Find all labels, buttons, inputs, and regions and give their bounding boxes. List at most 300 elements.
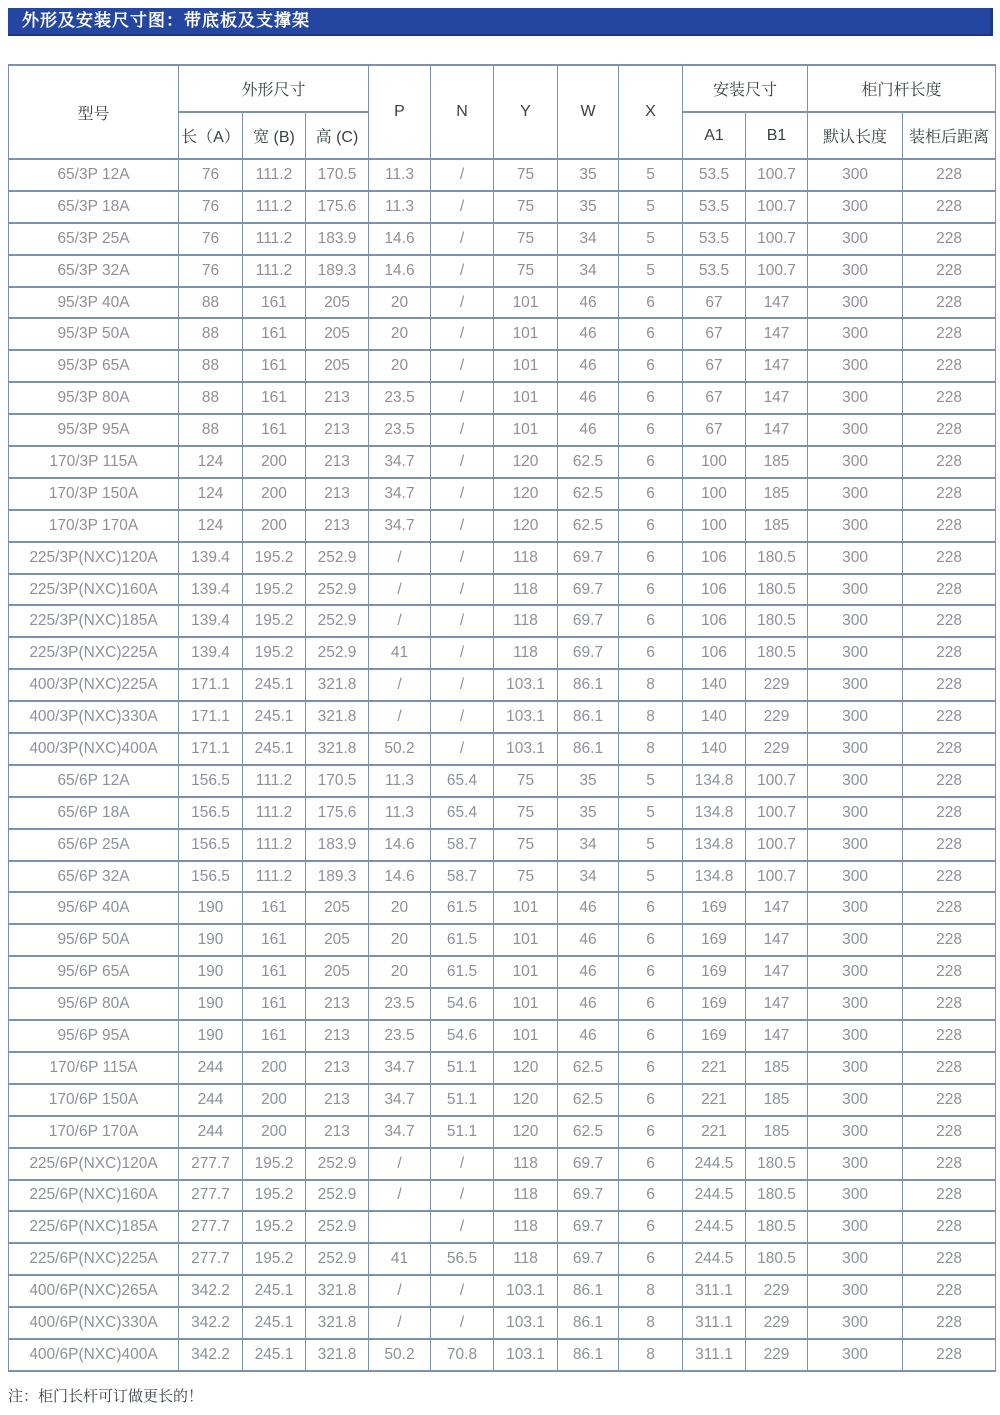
value-cell: 11.3 bbox=[369, 191, 431, 223]
table-row bbox=[9, 988, 996, 1020]
table-row bbox=[9, 1211, 996, 1243]
value-cell: 8 bbox=[619, 669, 683, 701]
value-cell: 76 bbox=[179, 255, 243, 287]
value-cell: / bbox=[431, 1148, 494, 1180]
value-cell: 156.5 bbox=[179, 765, 243, 797]
value-cell: 51.1 bbox=[431, 1116, 494, 1148]
value-cell: / bbox=[431, 159, 494, 191]
value-cell: 300 bbox=[808, 861, 903, 893]
value-cell: 58.7 bbox=[431, 829, 494, 861]
value-cell: 229 bbox=[746, 1339, 808, 1371]
value-cell: 300 bbox=[808, 605, 903, 637]
value-cell: 245.1 bbox=[243, 733, 306, 765]
value-cell: 300 bbox=[808, 414, 903, 446]
value-cell: 300 bbox=[808, 765, 903, 797]
value-cell: 8 bbox=[619, 1339, 683, 1371]
value-cell: 300 bbox=[808, 574, 903, 606]
value-cell: 205 bbox=[306, 924, 369, 956]
model-cell: 400/6P(NXC)330A bbox=[9, 1307, 179, 1339]
table-row bbox=[9, 669, 996, 701]
value-cell: 139.4 bbox=[179, 637, 243, 669]
value-cell: 23.5 bbox=[369, 414, 431, 446]
table-row bbox=[9, 765, 996, 797]
model-cell: 65/6P 25A bbox=[9, 829, 179, 861]
value-cell: 300 bbox=[808, 255, 903, 287]
model-cell: 65/3P 32A bbox=[9, 255, 179, 287]
col-header-y: Y bbox=[494, 65, 558, 159]
value-cell: 321.8 bbox=[306, 733, 369, 765]
value-cell: / bbox=[369, 1275, 431, 1307]
value-cell: 213 bbox=[306, 478, 369, 510]
value-cell: 213 bbox=[306, 510, 369, 542]
table-row bbox=[9, 1084, 996, 1116]
value-cell: 171.1 bbox=[179, 669, 243, 701]
value-cell: 170.5 bbox=[306, 765, 369, 797]
value-cell: 228 bbox=[903, 510, 996, 542]
value-cell: 6 bbox=[619, 287, 683, 319]
value-cell: 118 bbox=[494, 542, 558, 574]
value-cell: 311.1 bbox=[683, 1307, 746, 1339]
value-cell: 34 bbox=[558, 255, 619, 287]
value-cell: 300 bbox=[808, 637, 903, 669]
value-cell: 200 bbox=[243, 1116, 306, 1148]
model-cell: 65/3P 18A bbox=[9, 191, 179, 223]
value-cell: 169 bbox=[683, 892, 746, 924]
value-cell: 147 bbox=[746, 1020, 808, 1052]
value-cell: 103.1 bbox=[494, 733, 558, 765]
value-cell: 171.1 bbox=[179, 733, 243, 765]
value-cell: 300 bbox=[808, 956, 903, 988]
table-row bbox=[9, 637, 996, 669]
value-cell: 61.5 bbox=[431, 924, 494, 956]
value-cell: 54.6 bbox=[431, 988, 494, 1020]
value-cell: 139.4 bbox=[179, 574, 243, 606]
model-cell: 225/6P(NXC)185A bbox=[9, 1211, 179, 1243]
model-cell: 400/3P(NXC)330A bbox=[9, 701, 179, 733]
value-cell: 228 bbox=[903, 988, 996, 1020]
value-cell: 67 bbox=[683, 414, 746, 446]
value-cell: 195.2 bbox=[243, 574, 306, 606]
value-cell: 277.7 bbox=[179, 1180, 243, 1212]
value-cell: 169 bbox=[683, 1020, 746, 1052]
table-row bbox=[9, 892, 996, 924]
col-header-a1: A1 bbox=[683, 112, 746, 159]
value-cell: 300 bbox=[808, 382, 903, 414]
value-cell: 65.4 bbox=[431, 765, 494, 797]
value-cell: 185 bbox=[746, 478, 808, 510]
value-cell: 8 bbox=[619, 1307, 683, 1339]
value-cell: 101 bbox=[494, 956, 558, 988]
value-cell: 67 bbox=[683, 318, 746, 350]
value-cell: 6 bbox=[619, 956, 683, 988]
value-cell: 244 bbox=[179, 1084, 243, 1116]
value-cell: 245.1 bbox=[243, 701, 306, 733]
value-cell: 46 bbox=[558, 892, 619, 924]
value-cell: 300 bbox=[808, 924, 903, 956]
value-cell: 11.3 bbox=[369, 159, 431, 191]
value-cell: 134.8 bbox=[683, 861, 746, 893]
value-cell: 69.7 bbox=[558, 637, 619, 669]
value-cell: / bbox=[431, 637, 494, 669]
col-header-default-length: 默认长度 bbox=[808, 112, 903, 159]
value-cell: 213 bbox=[306, 414, 369, 446]
value-cell: / bbox=[431, 287, 494, 319]
value-cell: 213 bbox=[306, 1084, 369, 1116]
value-cell: 228 bbox=[903, 542, 996, 574]
table-row bbox=[9, 797, 996, 829]
value-cell: 34.7 bbox=[369, 446, 431, 478]
value-cell: 300 bbox=[808, 287, 903, 319]
value-cell: 100.7 bbox=[746, 861, 808, 893]
value-cell: 161 bbox=[243, 350, 306, 382]
value-cell: 120 bbox=[494, 1084, 558, 1116]
value-cell: 69.7 bbox=[558, 542, 619, 574]
value-cell: 46 bbox=[558, 924, 619, 956]
value-cell: 229 bbox=[746, 1275, 808, 1307]
value-cell: 229 bbox=[746, 669, 808, 701]
value-cell: 200 bbox=[243, 1052, 306, 1084]
value-cell: 245.1 bbox=[243, 1307, 306, 1339]
value-cell: 75 bbox=[494, 829, 558, 861]
value-cell: 228 bbox=[903, 318, 996, 350]
value-cell: 228 bbox=[903, 1339, 996, 1371]
table-row bbox=[9, 924, 996, 956]
value-cell: 111.2 bbox=[243, 191, 306, 223]
value-cell: / bbox=[431, 223, 494, 255]
value-cell: 53.5 bbox=[683, 159, 746, 191]
value-cell: 5 bbox=[619, 797, 683, 829]
value-cell: 120 bbox=[494, 1052, 558, 1084]
value-cell: 58.7 bbox=[431, 861, 494, 893]
model-cell: 225/3P(NXC)120A bbox=[9, 542, 179, 574]
value-cell: 147 bbox=[746, 287, 808, 319]
value-cell: 118 bbox=[494, 1180, 558, 1212]
value-cell: 75 bbox=[494, 765, 558, 797]
table-row bbox=[9, 574, 996, 606]
value-cell: 321.8 bbox=[306, 1275, 369, 1307]
value-cell: 34 bbox=[558, 223, 619, 255]
value-cell: 321.8 bbox=[306, 1307, 369, 1339]
value-cell: 101 bbox=[494, 988, 558, 1020]
value-cell: 213 bbox=[306, 1052, 369, 1084]
value-cell: 106 bbox=[683, 637, 746, 669]
value-cell: 6 bbox=[619, 542, 683, 574]
col-group-outline-dimensions: 外形尺寸 bbox=[179, 65, 369, 112]
value-cell: 228 bbox=[903, 733, 996, 765]
col-header-height-c: 高 (C) bbox=[306, 112, 369, 159]
value-cell: 75 bbox=[494, 861, 558, 893]
value-cell: 111.2 bbox=[243, 797, 306, 829]
value-cell: 101 bbox=[494, 382, 558, 414]
value-cell: 100.7 bbox=[746, 797, 808, 829]
footnote: 注：柜门长杆可订做更长的！ bbox=[8, 1388, 204, 1405]
value-cell: 228 bbox=[903, 159, 996, 191]
value-cell: 228 bbox=[903, 350, 996, 382]
value-cell: 35 bbox=[558, 159, 619, 191]
value-cell: 34.7 bbox=[369, 1052, 431, 1084]
value-cell: 75 bbox=[494, 797, 558, 829]
value-cell: 6 bbox=[619, 350, 683, 382]
table-row bbox=[9, 1339, 996, 1371]
value-cell: 300 bbox=[808, 191, 903, 223]
value-cell: 101 bbox=[494, 414, 558, 446]
value-cell: 300 bbox=[808, 701, 903, 733]
model-cell: 225/6P(NXC)225A bbox=[9, 1243, 179, 1275]
table-row bbox=[9, 829, 996, 861]
value-cell: 124 bbox=[179, 478, 243, 510]
value-cell: 120 bbox=[494, 1116, 558, 1148]
value-cell: 228 bbox=[903, 637, 996, 669]
value-cell: 180.5 bbox=[746, 574, 808, 606]
model-cell: 225/3P(NXC)160A bbox=[9, 574, 179, 606]
value-cell: 76 bbox=[179, 159, 243, 191]
spec-table-body bbox=[9, 159, 996, 1371]
value-cell: 61.5 bbox=[431, 956, 494, 988]
value-cell: 245.1 bbox=[243, 1339, 306, 1371]
value-cell: 180.5 bbox=[746, 542, 808, 574]
value-cell bbox=[369, 1211, 431, 1243]
value-cell: 86.1 bbox=[558, 1307, 619, 1339]
value-cell: / bbox=[431, 701, 494, 733]
col-group-install-dimensions: 安装尺寸 bbox=[683, 65, 808, 112]
value-cell: / bbox=[431, 669, 494, 701]
value-cell: 300 bbox=[808, 1116, 903, 1148]
value-cell: 213 bbox=[306, 988, 369, 1020]
value-cell: 67 bbox=[683, 287, 746, 319]
value-cell: 23.5 bbox=[369, 382, 431, 414]
value-cell: 185 bbox=[746, 1084, 808, 1116]
value-cell: 34 bbox=[558, 861, 619, 893]
value-cell: 228 bbox=[903, 255, 996, 287]
table-row bbox=[9, 1243, 996, 1275]
value-cell: 311.1 bbox=[683, 1275, 746, 1307]
value-cell: 169 bbox=[683, 988, 746, 1020]
value-cell: 189.3 bbox=[306, 861, 369, 893]
value-cell: 62.5 bbox=[558, 510, 619, 542]
value-cell: 300 bbox=[808, 1211, 903, 1243]
value-cell: 67 bbox=[683, 382, 746, 414]
value-cell: / bbox=[431, 733, 494, 765]
value-cell: 62.5 bbox=[558, 1116, 619, 1148]
value-cell: / bbox=[431, 574, 494, 606]
value-cell: 228 bbox=[903, 1020, 996, 1052]
value-cell: 86.1 bbox=[558, 733, 619, 765]
value-cell: 106 bbox=[683, 605, 746, 637]
value-cell: 205 bbox=[306, 287, 369, 319]
value-cell: 245.1 bbox=[243, 1275, 306, 1307]
value-cell: 14.6 bbox=[369, 223, 431, 255]
value-cell: 70.8 bbox=[431, 1339, 494, 1371]
value-cell: 300 bbox=[808, 1148, 903, 1180]
value-cell: 100.7 bbox=[746, 829, 808, 861]
value-cell: 6 bbox=[619, 1116, 683, 1148]
value-cell: 228 bbox=[903, 382, 996, 414]
table-row bbox=[9, 861, 996, 893]
model-cell: 225/6P(NXC)160A bbox=[9, 1180, 179, 1212]
value-cell: 321.8 bbox=[306, 1339, 369, 1371]
model-cell: 95/6P 50A bbox=[9, 924, 179, 956]
col-header-model: 型号 bbox=[9, 65, 179, 159]
section-title-banner bbox=[8, 8, 993, 36]
value-cell: 180.5 bbox=[746, 637, 808, 669]
value-cell: 300 bbox=[808, 1052, 903, 1084]
model-cell: 95/6P 65A bbox=[9, 956, 179, 988]
value-cell: 139.4 bbox=[179, 542, 243, 574]
value-cell: 228 bbox=[903, 892, 996, 924]
value-cell: 175.6 bbox=[306, 191, 369, 223]
value-cell: 175.6 bbox=[306, 797, 369, 829]
value-cell: 321.8 bbox=[306, 701, 369, 733]
value-cell: 205 bbox=[306, 318, 369, 350]
value-cell: 6 bbox=[619, 1084, 683, 1116]
col-group-door-rod-length: 柜门杆长度 bbox=[808, 65, 996, 112]
value-cell: 86.1 bbox=[558, 1275, 619, 1307]
value-cell: 213 bbox=[306, 382, 369, 414]
value-cell: 228 bbox=[903, 287, 996, 319]
value-cell: 46 bbox=[558, 956, 619, 988]
model-cell: 95/6P 40A bbox=[9, 892, 179, 924]
section-title: 外形及安装尺寸图：带底板及支撑架 bbox=[22, 11, 310, 30]
value-cell: 34.7 bbox=[369, 1084, 431, 1116]
table-row bbox=[9, 1052, 996, 1084]
value-cell: 23.5 bbox=[369, 1020, 431, 1052]
value-cell: 161 bbox=[243, 318, 306, 350]
value-cell: 229 bbox=[746, 1307, 808, 1339]
col-header-w: W bbox=[558, 65, 619, 159]
value-cell: 180.5 bbox=[746, 1180, 808, 1212]
value-cell: 300 bbox=[808, 159, 903, 191]
value-cell: 228 bbox=[903, 669, 996, 701]
table-row bbox=[9, 287, 996, 319]
value-cell: 200 bbox=[243, 478, 306, 510]
value-cell: 103.1 bbox=[494, 669, 558, 701]
model-cell: 65/6P 32A bbox=[9, 861, 179, 893]
value-cell: 35 bbox=[558, 797, 619, 829]
value-cell: / bbox=[431, 446, 494, 478]
value-cell: 5 bbox=[619, 159, 683, 191]
value-cell: 35 bbox=[558, 191, 619, 223]
value-cell: 101 bbox=[494, 318, 558, 350]
table-row bbox=[9, 382, 996, 414]
value-cell: 195.2 bbox=[243, 605, 306, 637]
value-cell: 46 bbox=[558, 1020, 619, 1052]
value-cell: 50.2 bbox=[369, 733, 431, 765]
value-cell: 62.5 bbox=[558, 1052, 619, 1084]
value-cell: / bbox=[431, 510, 494, 542]
value-cell: / bbox=[369, 542, 431, 574]
value-cell: 103.1 bbox=[494, 1307, 558, 1339]
value-cell: 195.2 bbox=[243, 637, 306, 669]
value-cell: 6 bbox=[619, 1211, 683, 1243]
value-cell: 183.9 bbox=[306, 829, 369, 861]
value-cell: 100 bbox=[683, 510, 746, 542]
value-cell: 140 bbox=[683, 733, 746, 765]
value-cell: 185 bbox=[746, 1052, 808, 1084]
value-cell: 6 bbox=[619, 892, 683, 924]
value-cell: 300 bbox=[808, 542, 903, 574]
value-cell: 101 bbox=[494, 1020, 558, 1052]
value-cell: 8 bbox=[619, 701, 683, 733]
table-header bbox=[9, 65, 996, 159]
value-cell: 228 bbox=[903, 1116, 996, 1148]
value-cell: 195.2 bbox=[243, 1180, 306, 1212]
value-cell: 228 bbox=[903, 956, 996, 988]
value-cell: 228 bbox=[903, 574, 996, 606]
value-cell: 252.9 bbox=[306, 542, 369, 574]
model-cell: 400/3P(NXC)225A bbox=[9, 669, 179, 701]
value-cell: 69.7 bbox=[558, 605, 619, 637]
value-cell: 88 bbox=[179, 350, 243, 382]
value-cell: 34.7 bbox=[369, 510, 431, 542]
value-cell: 228 bbox=[903, 765, 996, 797]
value-cell: 300 bbox=[808, 797, 903, 829]
value-cell: 62.5 bbox=[558, 478, 619, 510]
value-cell: 5 bbox=[619, 191, 683, 223]
value-cell: / bbox=[431, 478, 494, 510]
value-cell: 228 bbox=[903, 861, 996, 893]
table-row bbox=[9, 1116, 996, 1148]
value-cell: 124 bbox=[179, 510, 243, 542]
model-cell: 65/6P 12A bbox=[9, 765, 179, 797]
value-cell: 221 bbox=[683, 1084, 746, 1116]
value-cell: 277.7 bbox=[179, 1148, 243, 1180]
value-cell: 46 bbox=[558, 287, 619, 319]
value-cell: 14.6 bbox=[369, 829, 431, 861]
value-cell: 69.7 bbox=[558, 574, 619, 606]
table-row bbox=[9, 701, 996, 733]
value-cell: 342.2 bbox=[179, 1275, 243, 1307]
value-cell: 180.5 bbox=[746, 1211, 808, 1243]
value-cell: 229 bbox=[746, 701, 808, 733]
table-row bbox=[9, 414, 996, 446]
value-cell: 86.1 bbox=[558, 669, 619, 701]
value-cell: 34.7 bbox=[369, 478, 431, 510]
value-cell: 5 bbox=[619, 829, 683, 861]
value-cell: 75 bbox=[494, 223, 558, 255]
value-cell: 101 bbox=[494, 287, 558, 319]
model-cell: 95/6P 95A bbox=[9, 1020, 179, 1052]
value-cell: 75 bbox=[494, 159, 558, 191]
value-cell: / bbox=[431, 1211, 494, 1243]
value-cell: / bbox=[431, 382, 494, 414]
value-cell: 156.5 bbox=[179, 829, 243, 861]
value-cell: 76 bbox=[179, 223, 243, 255]
value-cell: 100.7 bbox=[746, 255, 808, 287]
table-row bbox=[9, 542, 996, 574]
value-cell: 100 bbox=[683, 446, 746, 478]
value-cell: 195.2 bbox=[243, 542, 306, 574]
value-cell: 300 bbox=[808, 478, 903, 510]
value-cell: 300 bbox=[808, 510, 903, 542]
value-cell: 20 bbox=[369, 924, 431, 956]
value-cell: 6 bbox=[619, 510, 683, 542]
table-row bbox=[9, 733, 996, 765]
table-row bbox=[9, 1148, 996, 1180]
value-cell: / bbox=[431, 350, 494, 382]
value-cell: 147 bbox=[746, 988, 808, 1020]
value-cell: 6 bbox=[619, 924, 683, 956]
value-cell: 76 bbox=[179, 191, 243, 223]
value-cell: 147 bbox=[746, 956, 808, 988]
value-cell: 228 bbox=[903, 1180, 996, 1212]
value-cell: 54.6 bbox=[431, 1020, 494, 1052]
table-row bbox=[9, 956, 996, 988]
value-cell: / bbox=[369, 1180, 431, 1212]
value-cell: 6 bbox=[619, 318, 683, 350]
value-cell: 86.1 bbox=[558, 701, 619, 733]
value-cell: 169 bbox=[683, 924, 746, 956]
value-cell: 252.9 bbox=[306, 1148, 369, 1180]
